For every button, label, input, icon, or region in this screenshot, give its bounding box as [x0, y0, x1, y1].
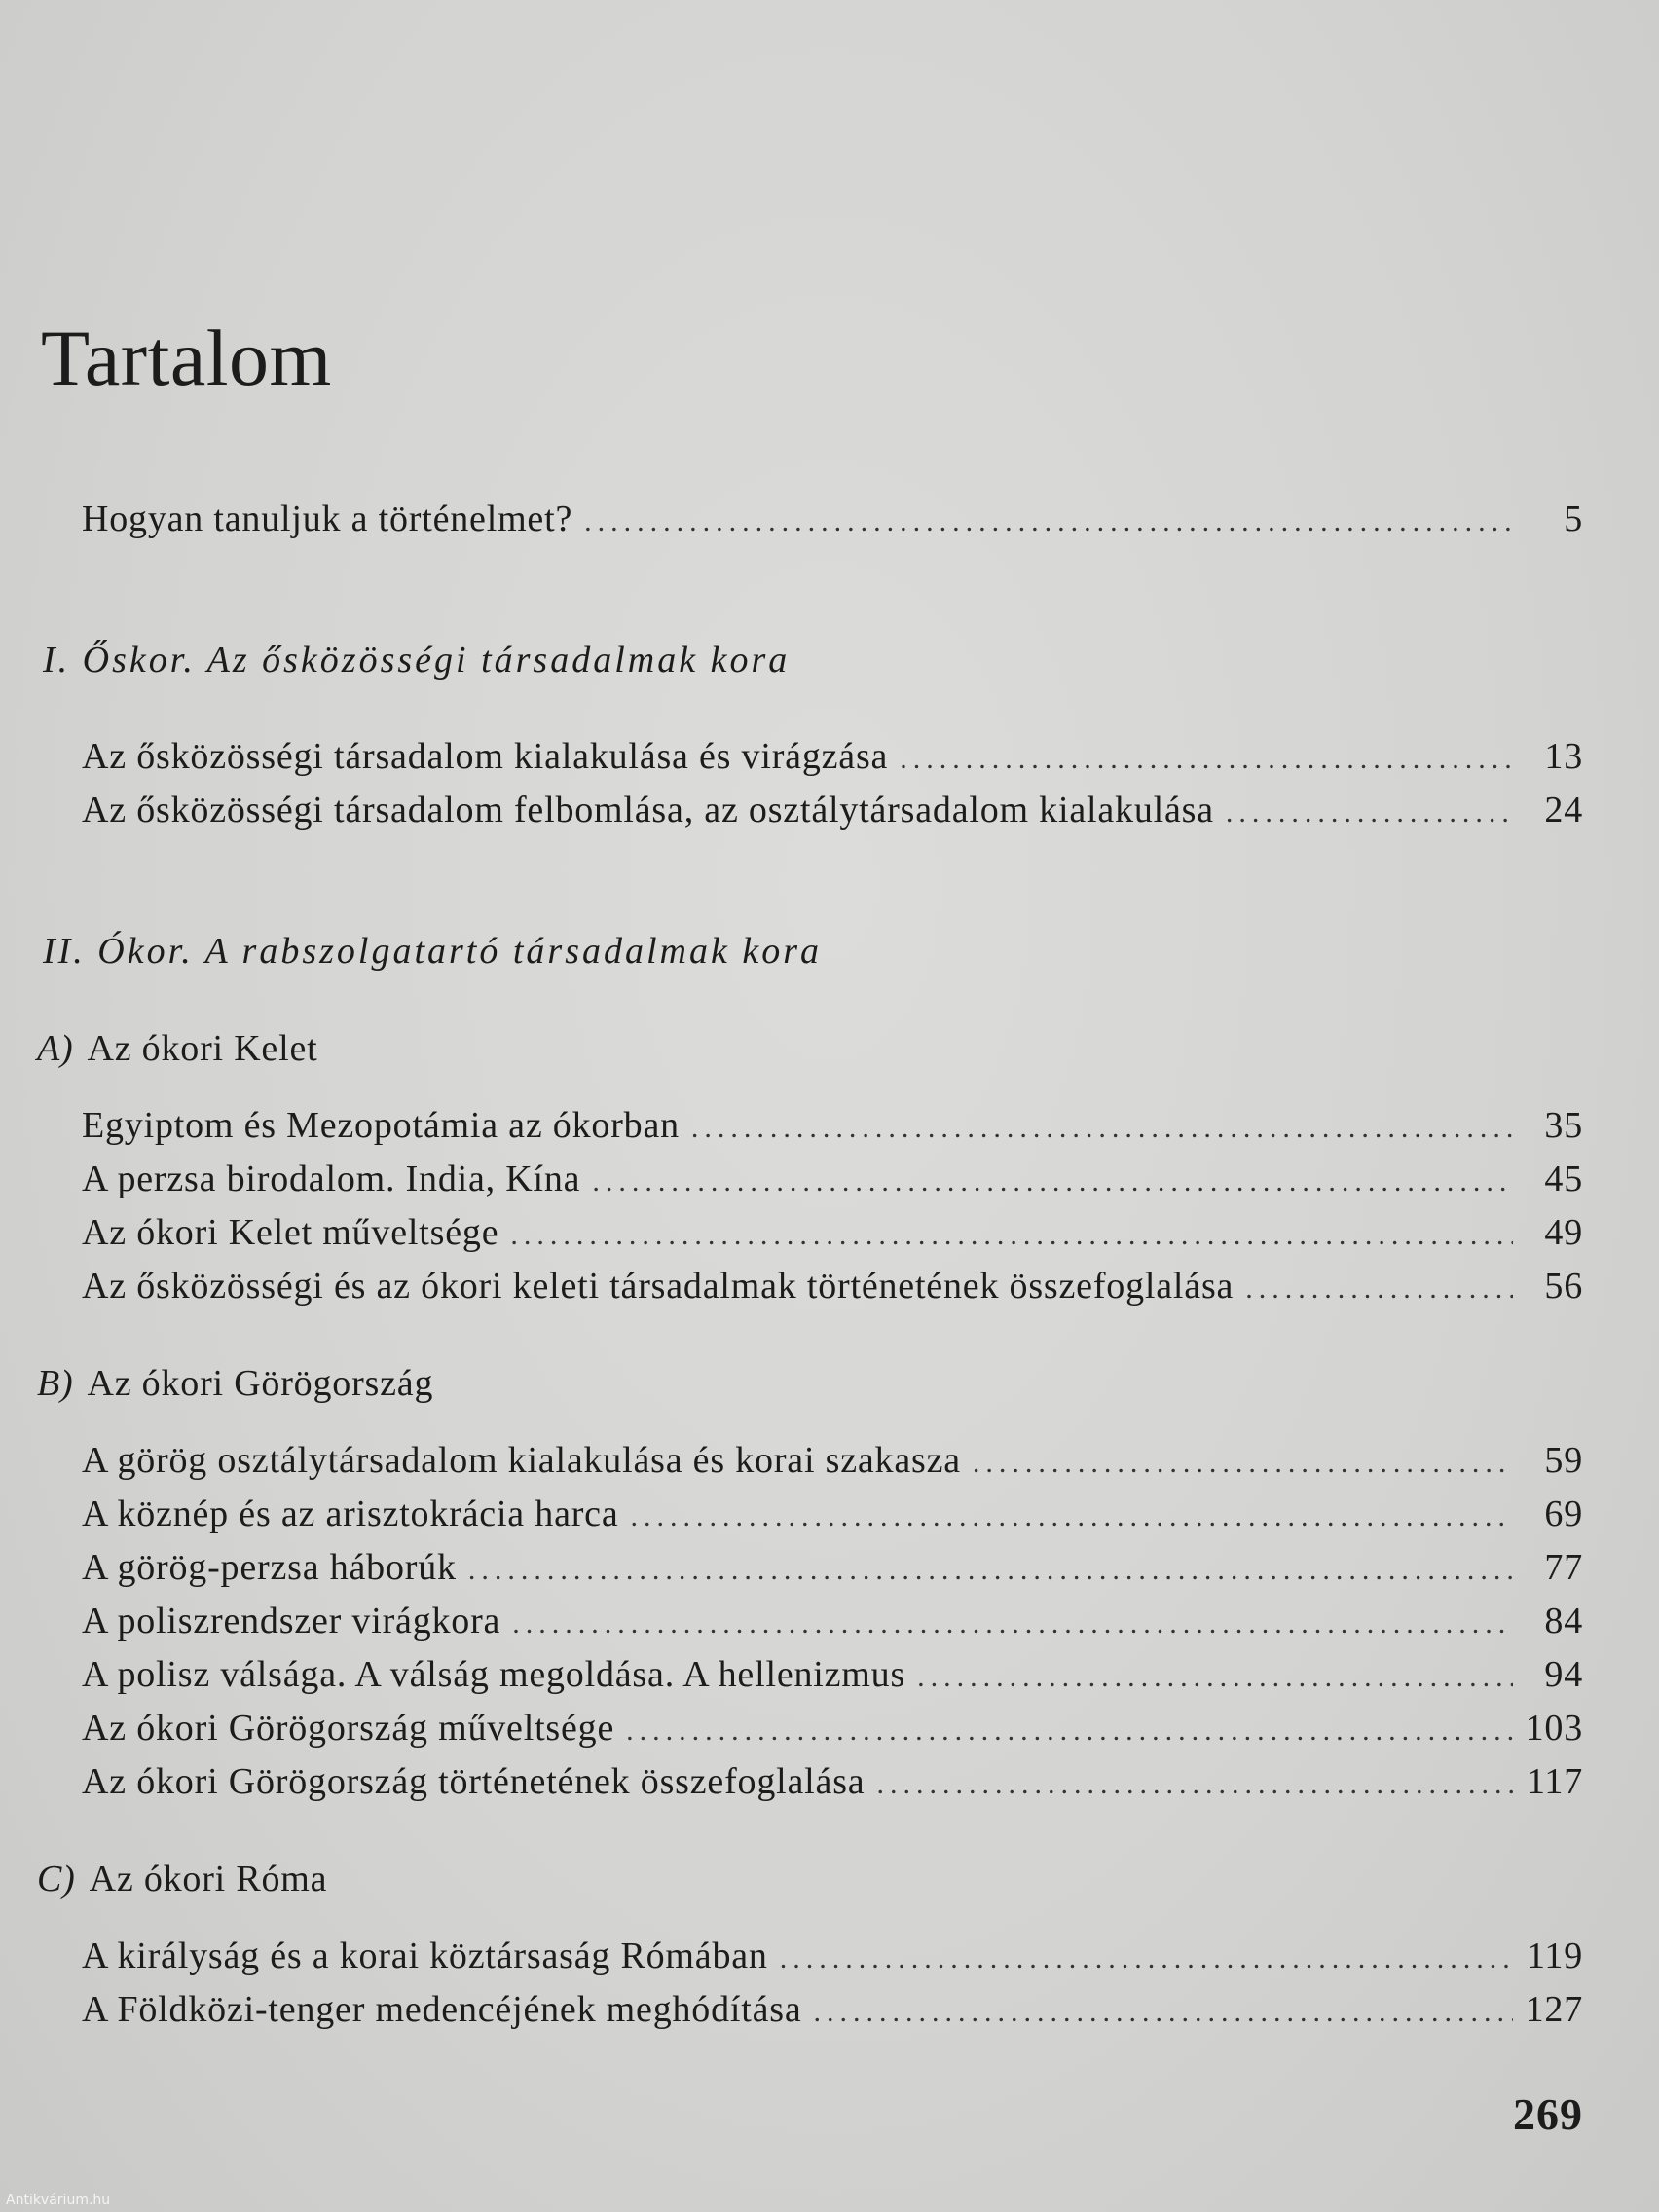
leader-dots: [917, 1653, 1513, 1702]
toc-entry-title: Hogyan tanuljuk a történelmet?: [82, 498, 573, 539]
section-letter: B): [37, 1363, 74, 1404]
toc-entry-title: A poliszrendszer virágkora: [82, 1601, 501, 1641]
toc-page-number: 119: [1527, 1936, 1583, 1976]
part-heading-2: II. Ókor. A rabszolgatartó társadalmak kora: [43, 931, 823, 972]
toc-page-number: 94: [1544, 1654, 1583, 1695]
leader-dots: [1245, 1265, 1513, 1313]
toc-entry-title: A polisz válsága. A válság megoldása. A hellenizmus: [82, 1654, 906, 1695]
section-letter: A): [37, 1028, 74, 1069]
leader-dots: [973, 1439, 1513, 1488]
watermark-text: Antikvárium.hu: [6, 2193, 111, 2208]
toc-entry: [82, 1650, 1583, 1699]
toc-entry-title: Az ókori Görögország történetének összefoglalása: [82, 1761, 866, 1802]
toc-entry-title: A köznép és az arisztokrácia harca: [82, 1493, 619, 1534]
leader-dots: [584, 498, 1513, 546]
toc-page-number: 5: [1564, 498, 1583, 539]
toc-page-number: 84: [1544, 1601, 1583, 1641]
toc-page-number: 49: [1544, 1212, 1583, 1253]
toc-entry: [82, 1208, 1583, 1257]
leader-dots: [876, 1760, 1513, 1809]
toc-entry-title: Az ősközösségi társadalom felbomlása, az osztálytársadalom kialakulása: [82, 790, 1214, 830]
toc-page-number: 59: [1544, 1440, 1583, 1481]
page-number: 269: [1513, 2089, 1583, 2139]
leader-dots: [468, 1546, 1513, 1595]
toc-entry-title: Az ősközösségi társadalom kialakulása és virágzása: [82, 736, 889, 777]
toc-page-number: 69: [1544, 1493, 1583, 1534]
toc-entry: [82, 1490, 1583, 1538]
toc-page-number: 56: [1544, 1266, 1583, 1307]
leader-dots: [780, 1935, 1513, 1983]
toc-entry-title: A Földközi-tenger medencéjének meghódítása: [82, 1989, 802, 2030]
leader-dots: [592, 1158, 1513, 1206]
toc-entry-title: A perzsa birodalom. India, Kína: [82, 1159, 581, 1199]
toc-entry: [82, 1101, 1583, 1150]
toc-entry: [82, 1436, 1583, 1485]
toc-page-number: 117: [1527, 1761, 1583, 1802]
toc-entry: [82, 732, 1583, 781]
section-letter: C): [37, 1859, 76, 1899]
toc-entry: [82, 1704, 1583, 1752]
leader-dots: [814, 1988, 1513, 2037]
toc-entry-title: Az ősközösségi és az ókori keleti társadalmak történetének összefoglalása: [82, 1266, 1235, 1307]
leader-dots: [691, 1104, 1513, 1153]
toc-entry-title: Egyiptom és Mezopotámia az ókorban: [82, 1105, 680, 1146]
toc-entry: [82, 1932, 1583, 1980]
leader-dots: [900, 735, 1513, 784]
leader-dots: [1226, 789, 1513, 837]
toc-page-number: 45: [1544, 1159, 1583, 1199]
toc-entry-title: Az ókori Görögország műveltsége: [82, 1708, 615, 1749]
toc-page-number: 13: [1544, 736, 1583, 777]
toc-entry: [82, 1985, 1583, 2034]
toc-page-number: 35: [1544, 1105, 1583, 1146]
toc-entry: [82, 1543, 1583, 1592]
section-title: Az ókori Róma: [89, 1859, 328, 1899]
toc-page-number: 24: [1544, 790, 1583, 830]
toc-entry-title: A görög-perzsa háborúk: [82, 1547, 457, 1588]
toc-page-number: 127: [1525, 1989, 1583, 2030]
leader-dots: [510, 1211, 1513, 1260]
toc-entry: [82, 1597, 1583, 1645]
toc-page-number: 103: [1525, 1708, 1583, 1749]
toc-entry: [82, 1757, 1583, 1806]
section-heading-c: [37, 1855, 327, 1903]
section-title: Az ókori Görögország: [87, 1363, 434, 1404]
leader-dots: [512, 1600, 1513, 1648]
toc-entry-title: A görög osztálytársadalom kialakulása és korai szakasza: [82, 1440, 961, 1481]
toc-entry-title: A királyság és a korai köztársaság Rómában: [82, 1936, 768, 1976]
toc-entry: [82, 786, 1583, 834]
leader-dots: [626, 1707, 1513, 1755]
toc-entry: [82, 1155, 1583, 1203]
part-heading-1: I. Őskor. Az ősközösségi társadalmak kora: [43, 640, 791, 681]
leader-dots: [631, 1493, 1513, 1541]
page-title: Tartalom: [41, 313, 332, 402]
section-title: Az ókori Kelet: [87, 1028, 318, 1069]
toc-entry-intro: [82, 495, 1583, 543]
toc-page-number: 77: [1544, 1547, 1583, 1588]
toc-entry: [82, 1262, 1583, 1310]
toc-entry-title: Az ókori Kelet műveltsége: [82, 1212, 499, 1253]
section-heading-b: [37, 1359, 433, 1408]
section-heading-a: [37, 1024, 317, 1073]
